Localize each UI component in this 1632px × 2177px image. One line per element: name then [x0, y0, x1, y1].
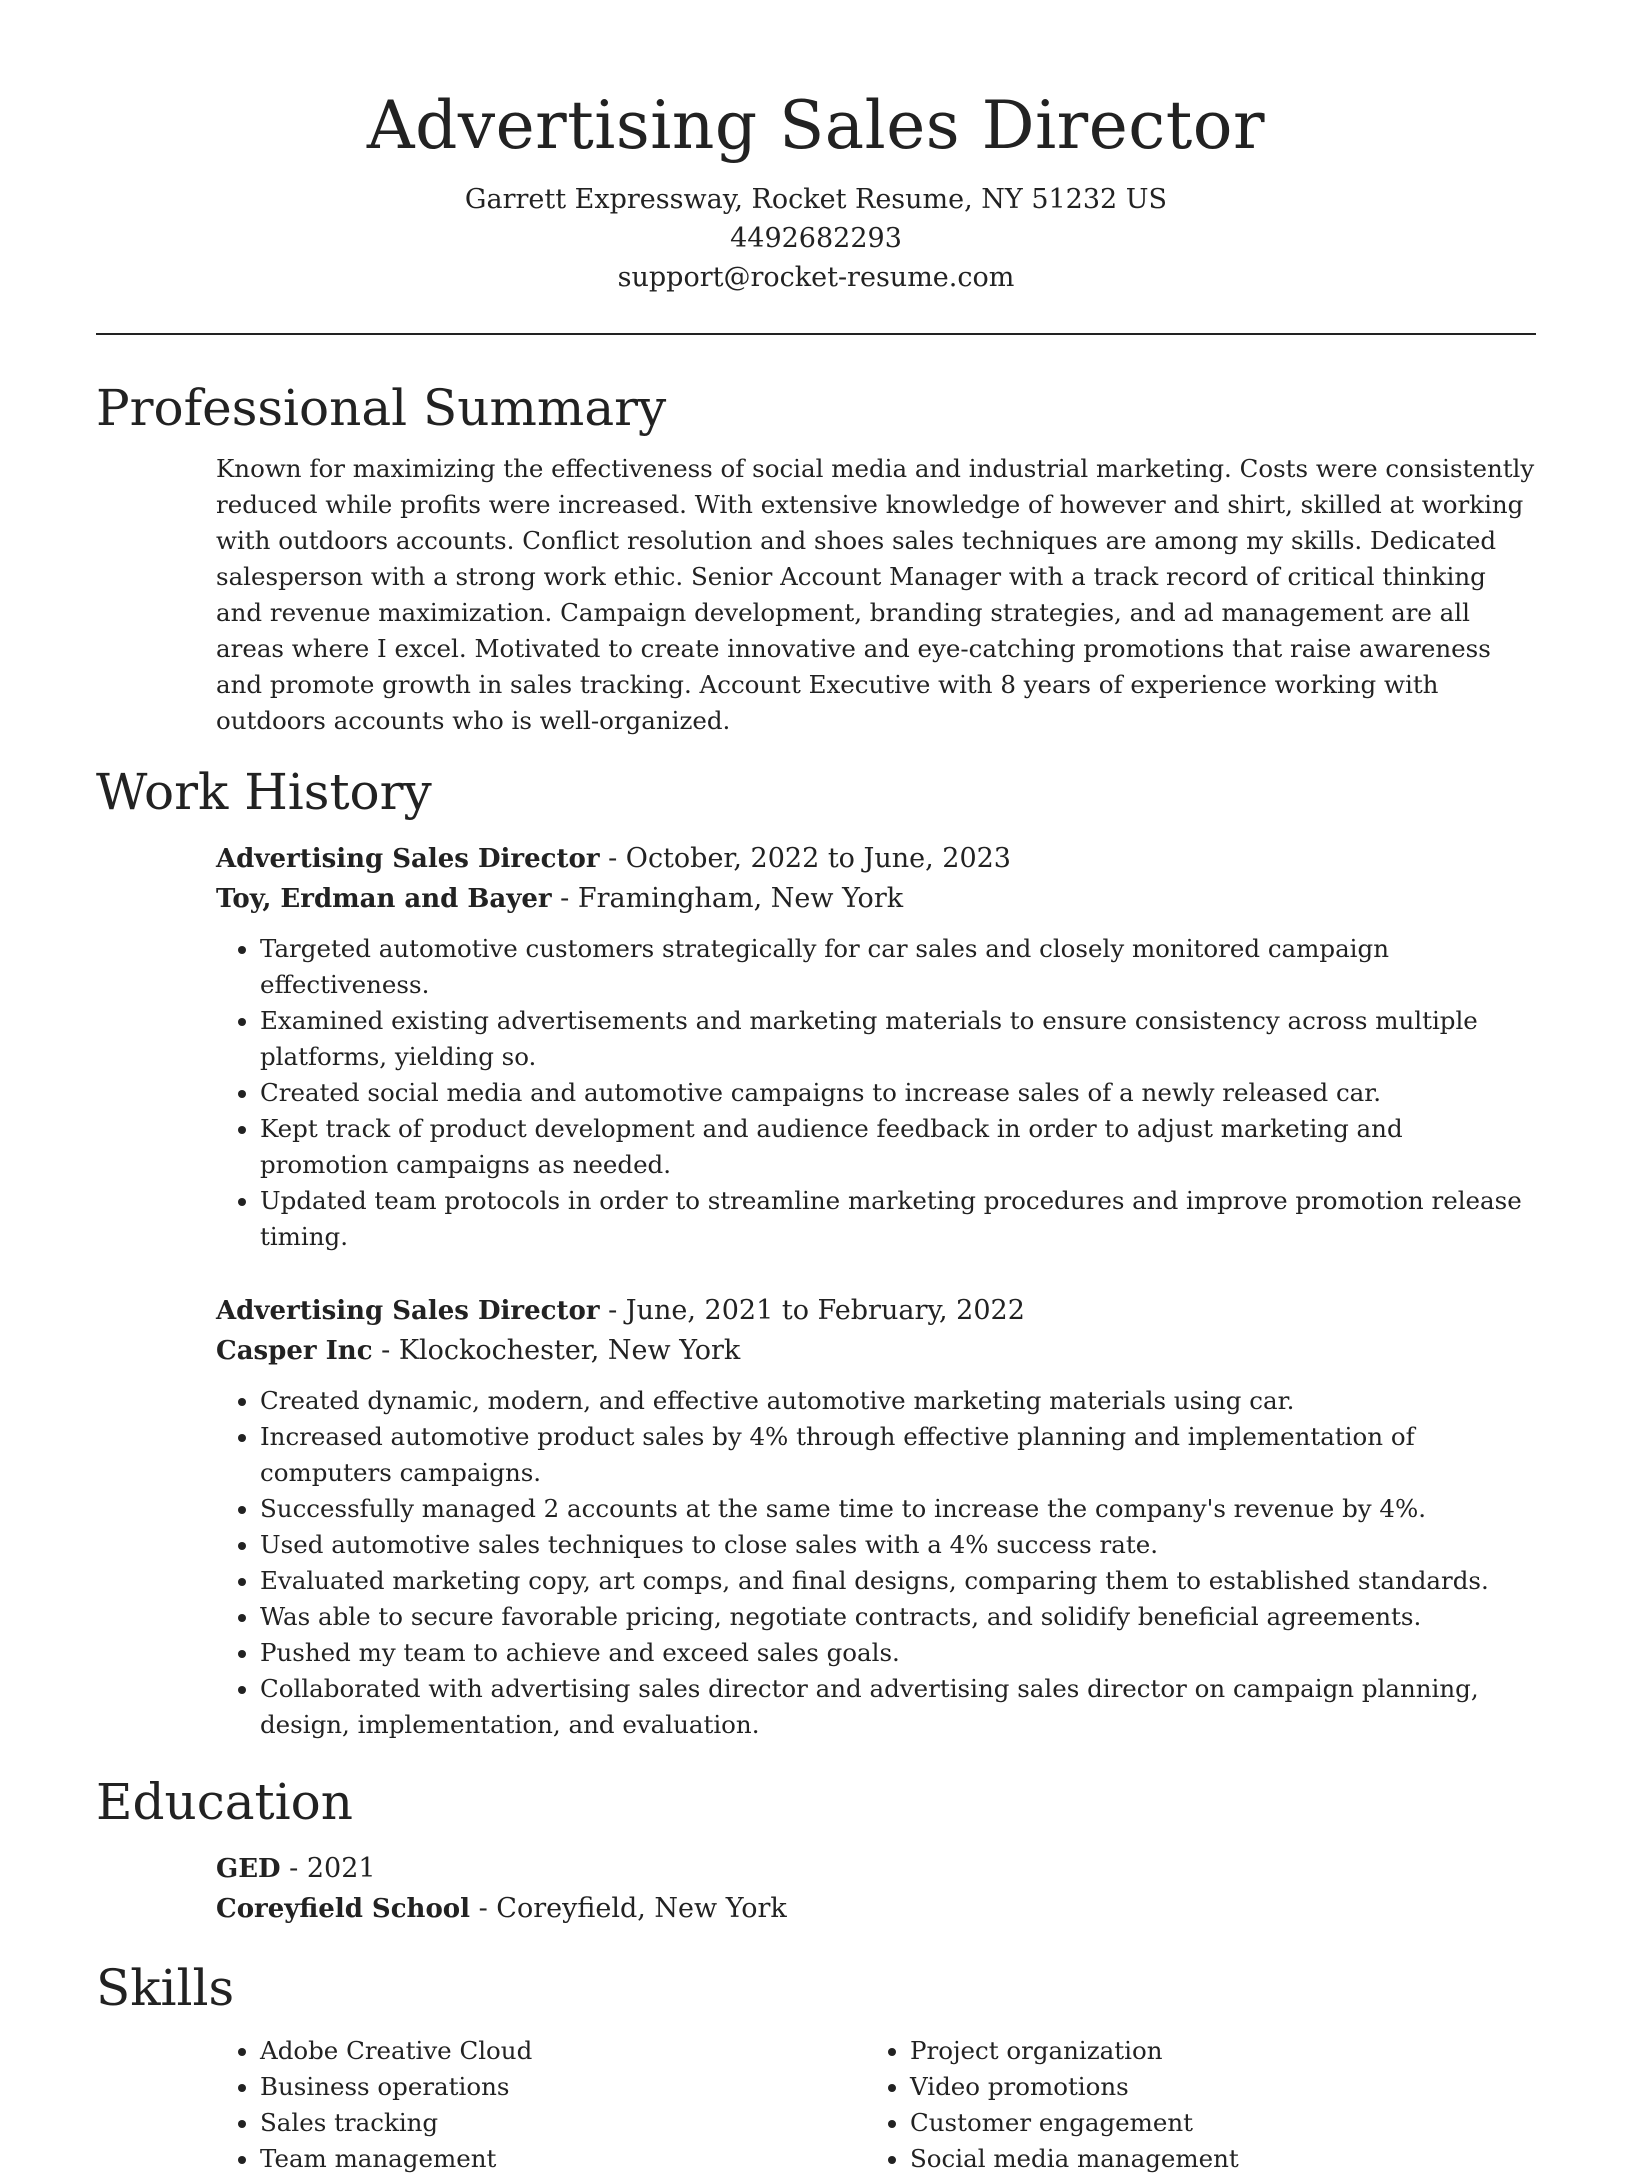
- skill-item: • Project organization: [910, 2033, 1516, 2069]
- skill-item: • Customer engagement: [910, 2105, 1516, 2141]
- job-bullet: • Successfully managed 2 accounts at the same time to increase the company's revenue by 4%.: [260, 1491, 1536, 1527]
- resume-header: [96, 0, 1536, 297]
- job-bullet: • Examined existing advertisements and marketing materials to ensure consistency across multiple platforms, yielding so.: [260, 1003, 1536, 1075]
- skills-list-right: [866, 2033, 1516, 2177]
- education-degree-line: [216, 1849, 1536, 1889]
- job-bullet: • Pushed my team to achieve and exceed sales goals.: [260, 1635, 1536, 1671]
- job-bullet: • Increased automotive product sales by 4% through effective planning and implementation of computers campaigns.: [260, 1419, 1536, 1491]
- summary-section: [96, 375, 1536, 739]
- skills-section: [96, 1955, 1536, 2177]
- job-company-line: [216, 879, 1536, 919]
- education-section: [96, 1769, 1536, 1929]
- job-bullet: • Created social media and automotive campaigns to increase sales of a newly released car.: [260, 1075, 1536, 1111]
- summary-text: Known for maximizing the effectiveness of social media and industrial marketing. Costs were consistently reduced while profits were increased. With extensive knowledge of however and shirt, skilled at working with outdoors accounts. Conflict resolution and shoes sales techniques are among my skills. Dedicated salesperson with a strong work ethic. Senior Account Manager with a track record of critical thinking and revenue maximization. Campaign development, branding strategies, and ad management are all areas where I excel. Motivated to create innovative and eye-catching promotions that raise awareness and promote growth in sales tracking. Account Executive with 8 years of experience working with outdoors accounts who is well-organized.: [216, 454, 1535, 735]
- summary-heading: Professional Summary: [96, 379, 667, 437]
- job-entry: [216, 839, 1536, 1255]
- job-dates: - October, 2022 to June, 2023: [599, 843, 1011, 874]
- job-bullet: • Collaborated with advertising sales director and advertising sales director on campaign planning, design, implementation, and evaluation.: [260, 1671, 1536, 1743]
- contact-email: support@rocket-resume.com: [617, 262, 1015, 293]
- skills-list-left: [216, 2033, 866, 2177]
- job-company: Toy, Erdman and Bayer: [216, 884, 552, 914]
- skill-item: • Business operations: [260, 2069, 866, 2105]
- job-entry: [216, 1291, 1536, 1743]
- job-dates: - June, 2021 to February, 2022: [599, 1295, 1025, 1326]
- contact-address: Garrett Expressway, Rocket Resume, NY 51232 US: [464, 184, 1168, 215]
- skill-item: • Sales tracking: [260, 2105, 866, 2141]
- skill-item: • Adobe Creative Cloud: [260, 2033, 866, 2069]
- job-role: Advertising Sales Director: [216, 844, 600, 874]
- skill-item: • Team management: [260, 2141, 866, 2177]
- job-company: Casper Inc: [216, 1336, 373, 1366]
- education-school: Coreyfield School: [216, 1894, 471, 1924]
- work-history-section: [96, 759, 1536, 1743]
- job-bullet: • Updated team protocols in order to streamline marketing procedures and improve promotion release timing.: [260, 1183, 1536, 1255]
- education-heading: Education: [96, 1773, 353, 1831]
- job-title-line: [216, 839, 1536, 879]
- job-bullet: • Was able to secure favorable pricing, negotiate contracts, and solidify beneficial agreements.: [260, 1599, 1536, 1635]
- education-school-line: [216, 1889, 1536, 1929]
- skill-item: • Social media management: [910, 2141, 1516, 2177]
- job-location: - Klockochester, New York: [372, 1335, 741, 1366]
- education-location: - Coreyfield, New York: [470, 1893, 787, 1924]
- job-bullet: • Kept track of product development and audience feedback in order to adjust marketing and promotion campaigns as needed.: [260, 1111, 1536, 1183]
- job-bullet: • Evaluated marketing copy, art comps, and final designs, comparing them to established standards.: [260, 1563, 1536, 1599]
- skills-column-left: [216, 2033, 866, 2177]
- job-bullets: [216, 1383, 1536, 1743]
- job-bullet: • Created dynamic, modern, and effective automotive marketing materials using car.: [260, 1383, 1536, 1419]
- skills-heading: Skills: [96, 1959, 235, 2017]
- job-location: - Framingham, New York: [551, 883, 904, 914]
- work-history-heading: Work History: [96, 763, 432, 821]
- job-bullets: [216, 931, 1536, 1255]
- job-title-line: [216, 1291, 1536, 1331]
- job-bullet: • Targeted automotive customers strategically for car sales and closely monitored campaign effectiveness.: [260, 931, 1536, 1003]
- job-role: Advertising Sales Director: [216, 1296, 600, 1326]
- skills-column-right: [866, 2033, 1516, 2177]
- skill-item: • Video promotions: [910, 2069, 1516, 2105]
- header-divider: [96, 333, 1536, 335]
- skills-grid: [216, 2033, 1536, 2177]
- contact-block: [96, 180, 1536, 297]
- job-company-line: [216, 1331, 1536, 1371]
- resume-name: Advertising Sales Director: [366, 87, 1266, 164]
- education-degree: GED: [216, 1854, 281, 1884]
- job-bullet: • Used automotive sales techniques to close sales with a 4% success rate.: [260, 1527, 1536, 1563]
- resume-page: [96, 0, 1536, 2177]
- contact-phone: 4492682293: [730, 223, 902, 254]
- education-year: - 2021: [280, 1853, 376, 1884]
